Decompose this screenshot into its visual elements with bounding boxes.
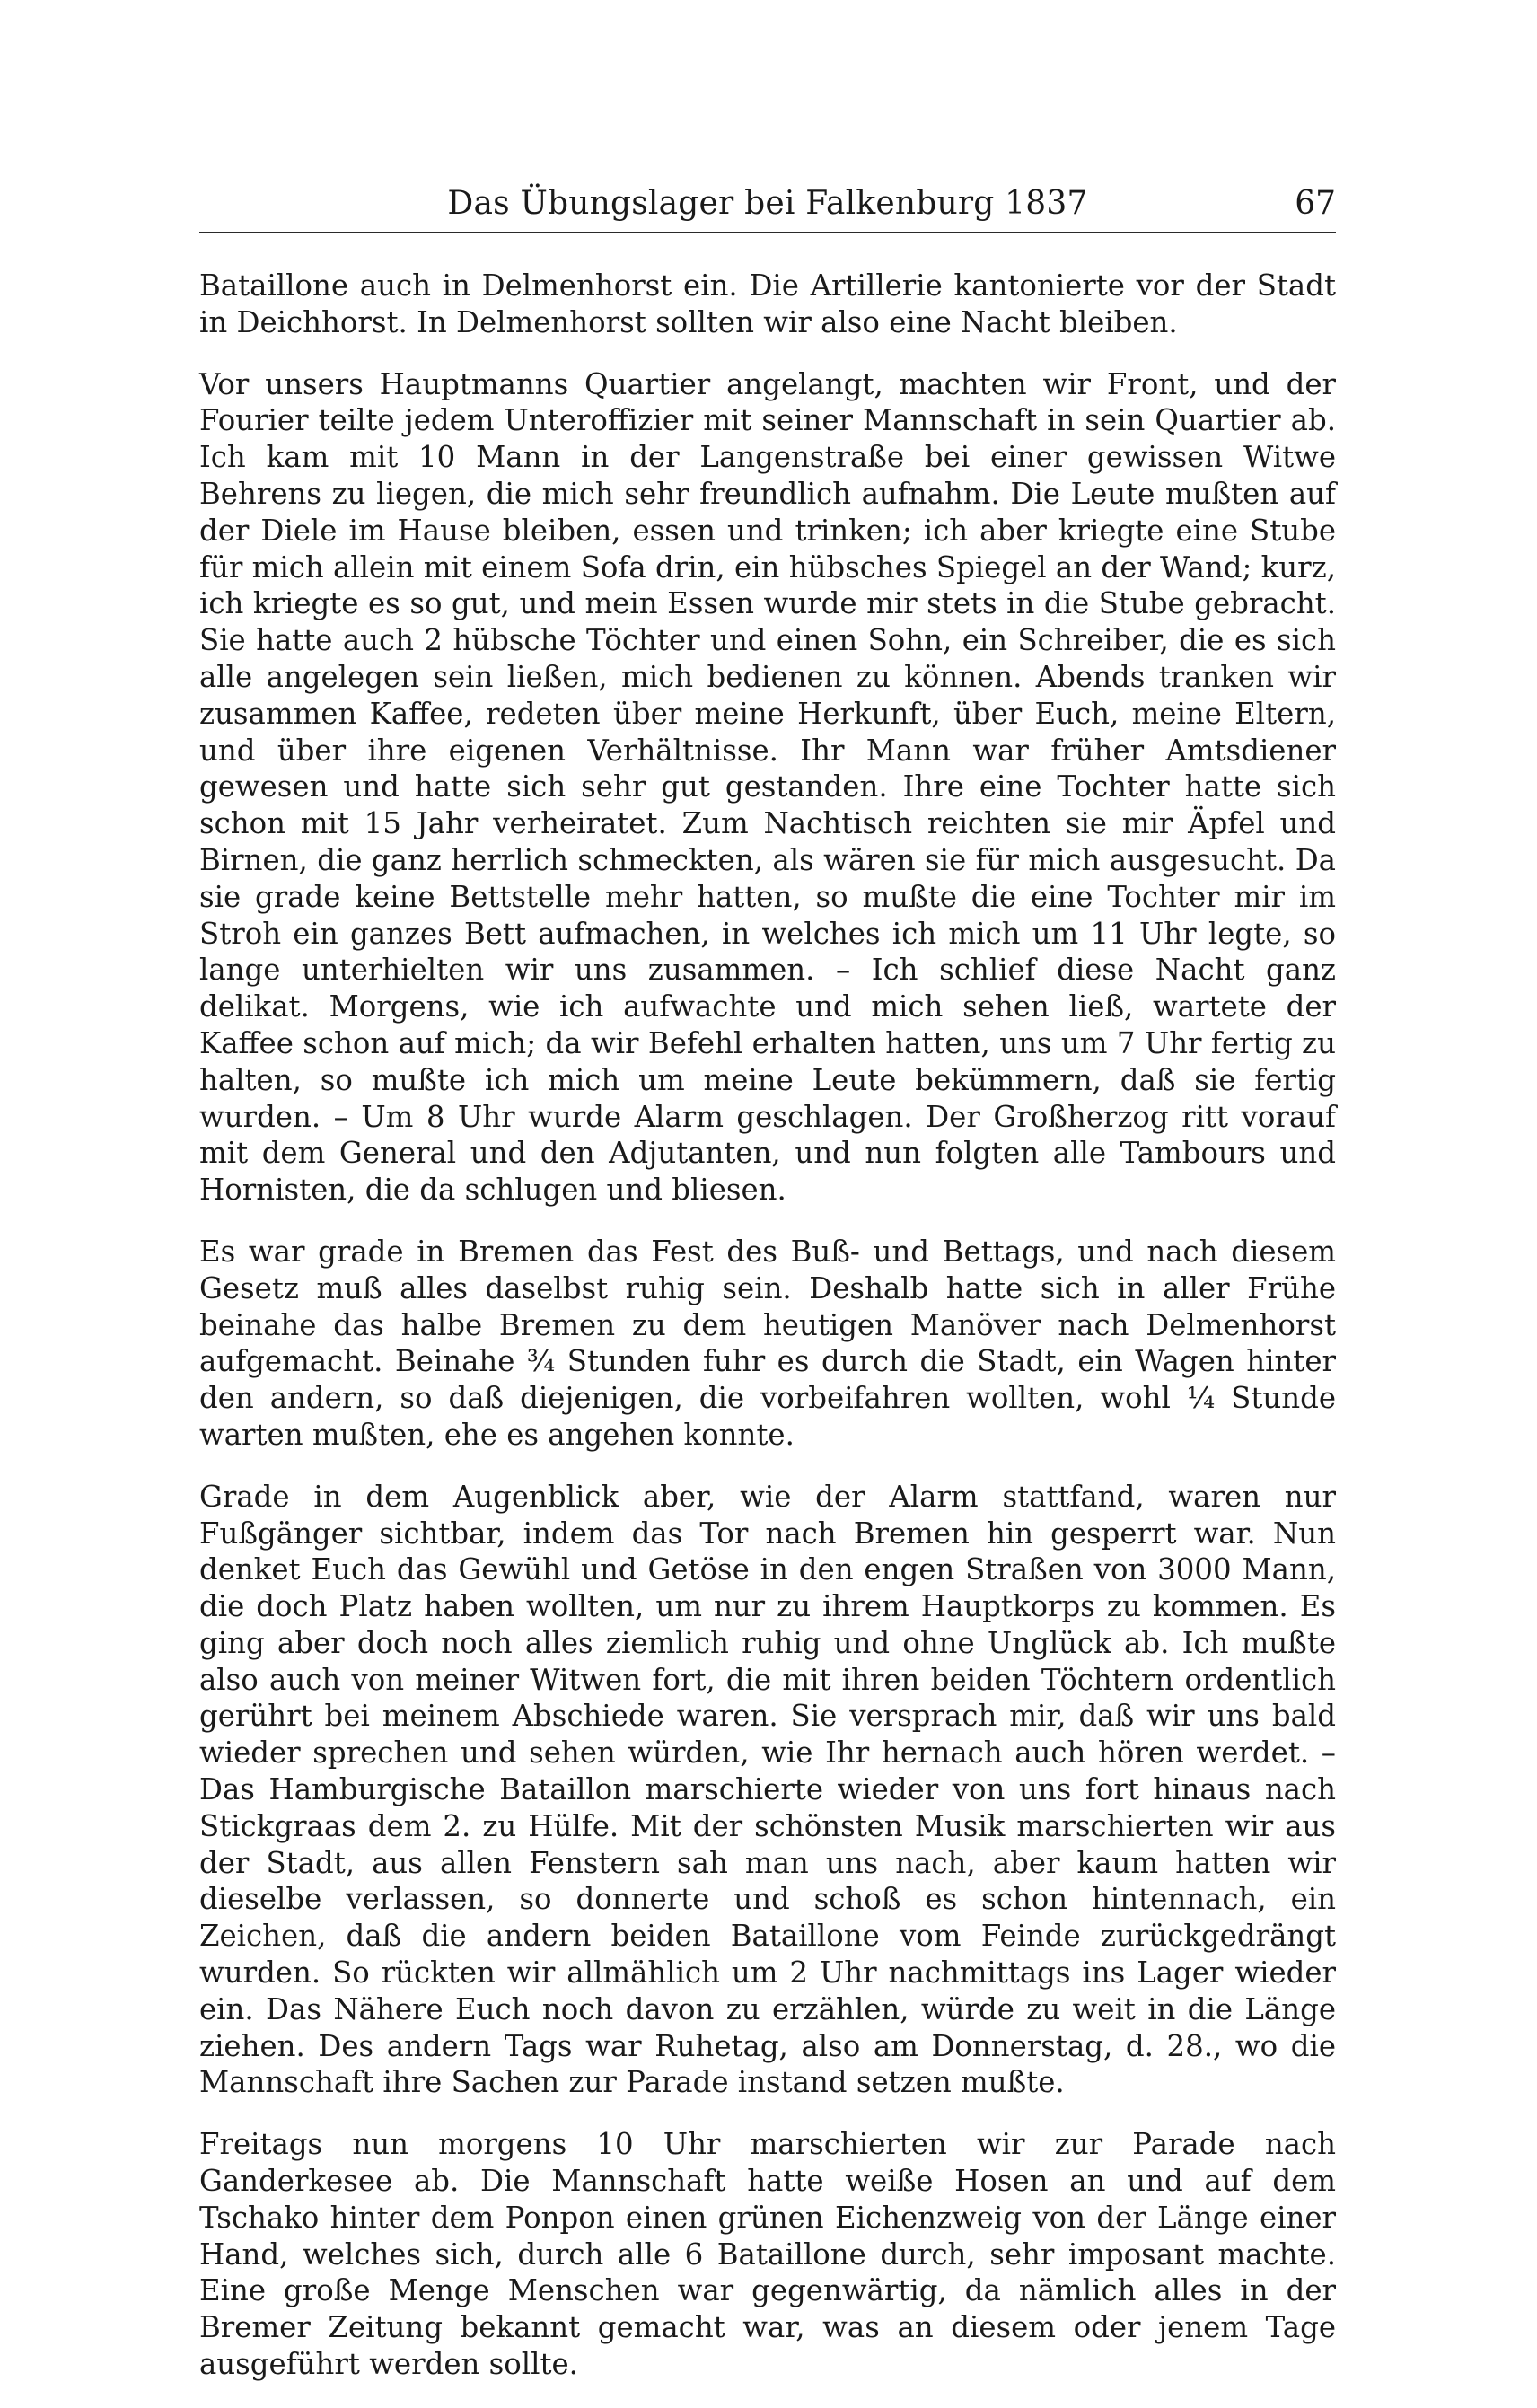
book-page: [199, 176, 1336, 2408]
paragraph-4: Grade in dem Augenblick aber, wie der Alarm stattfand, waren nur Fußgänger sichtbar, indem das Tor nach Bremen hin gesperrt war. Nun denket Euch das Gewühl und Getöse in den engen Straßen von 3000 Mann, die doch Platz haben wollten, um nur zu ihrem Hauptkorps zu kommen. Es ging aber doch noch alles ziemlich ruhig und ohne Unglück ab. Ich mußte also auch von meiner Witwen fort, die mit ihren beiden Töchtern ordentlich gerührt bei meinem Abschiede waren. Sie versprach mir, daß wir uns bald wieder sprechen und sehen würden, wie Ihr hernach auch hören werdet. – Das Hamburgische Bataillon marschierte wieder von uns fort hinaus nach Stickgraas dem 2. zu Hülfe. Mit der schönsten Musik marschierten wir aus der Stadt, aus allen Fenstern sah man uns nach, aber kaum hatten wir dieselbe verlassen, so donnerte und schoß es schon hintennach, ein Zeichen, daß die andern beiden Bataillone vom Feinde zurückgedrängt wurden. So rückten wir allmählich um 2 Uhr nachmittags ins Lager wieder ein. Das Nähere Euch noch davon zu erzählen, würde zu weit in die Länge ziehen. Des andern Tags war Ruhetag, also am Donnerstag, d. 28., wo die Mannschaft ihre Sachen zur Parade instand setzen mußte.: [199, 1479, 1336, 2100]
running-title: Das Übungslager bei Falkenburg 1837: [447, 185, 1088, 222]
running-head: [199, 176, 1336, 233]
paragraph-3: Es war grade in Bremen das Fest des Buß- und Bettags, und nach diesem Gesetz muß alles daselbst ruhig sein. Deshalb hatte sich in aller Frühe beinahe das halbe Bremen zu dem heutigen Manöver nach Delmenhorst aufgemacht. Beinahe ¾ Stunden fuhr es durch die Stadt, ein Wagen hinter den andern, so daß diejenigen, die vorbeifahren wollten, wohl ¼ Stunde warten mußten, ehe es angehen konnte.: [199, 1234, 1336, 1452]
body-text: [199, 268, 1336, 2383]
paragraph-1: Bataillone auch in Delmenhorst ein. Die Artillerie kantonierte vor der Stadt in Deichhorst. In Delmenhorst sollten wir also eine Nacht bleiben.: [199, 268, 1336, 339]
paragraph-2: Vor unsers Hauptmanns Quartier angelangt, machten wir Front, und der Fourier teilte jedem Unteroffizier mit seiner Mannschaft in sein Quartier ab. Ich kam mit 10 Mann in der Langenstraße bei einer gewissen Witwe Behrens zu liegen, die mich sehr freundlich aufnahm. Die Leute mußten auf der Diele im Hause bleiben, essen und trinken; ich aber kriegte eine Stube für mich allein mit einem Sofa drin, ein hübsches Spiegel an der Wand; kurz, ich kriegte es so gut, und mein Essen wurde mir stets in die Stube gebracht. Sie hatte auch 2 hübsche Töchter und einen Sohn, ein Schreiber, die es sich alle angelegen sein ließen, mich bedienen zu können. Abends tranken wir zusammen Kaffee, redeten über meine Herkunft, über Euch, meine Eltern, und über ihre eigenen Verhältnisse. Ihr Mann war früher Amtsdiener gewesen und hatte sich sehr gut gestanden. Ihre eine Tochter hatte sich schon mit 15 Jahr verheiratet. Zum Nachtisch reichten sie mir Äpfel und Birnen, die ganz herrlich schmeckten, als wären sie für mich ausgesucht. Da sie grade keine Bettstelle mehr hatten, so mußte die eine Tochter mir im Stroh ein ganzes Bett aufmachen, in welches ich mich um 11 Uhr legte, so lange unterhielten wir uns zusammen. – Ich schlief diese Nacht ganz delikat. Morgens, wie ich aufwachte und mich sehen ließ, wartete der Kaffee schon auf mich; da wir Befehl erhalten hatten, uns um 7 Uhr fertig zu halten, so mußte ich mich um meine Leute bekümmern, daß sie fertig wurden. – Um 8 Uhr wurde Alarm geschlagen. Der Großherzog ritt vorauf mit dem General und den Adjutanten, und nun folgten alle Tambours und Hornisten, die da schlugen und bliesen.: [199, 366, 1336, 1208]
paragraph-5: Freitags nun morgens 10 Uhr marschierten wir zur Parade nach Ganderkesee ab. Die Mannschaft hatte weiße Hosen an und auf dem Tschako hinter dem Ponpon einen grünen Eichenzweig von der Länge einer Hand, welches sich, durch alle 6 Bataillone durch, sehr imposant machte. Eine große Menge Menschen war gegenwärtig, da nämlich alles in der Bremer Zeitung bekannt gemacht war, was an diesem oder jenem Tage ausgeführt werden sollte.: [199, 2127, 1336, 2382]
page-number: 67: [1295, 185, 1336, 222]
